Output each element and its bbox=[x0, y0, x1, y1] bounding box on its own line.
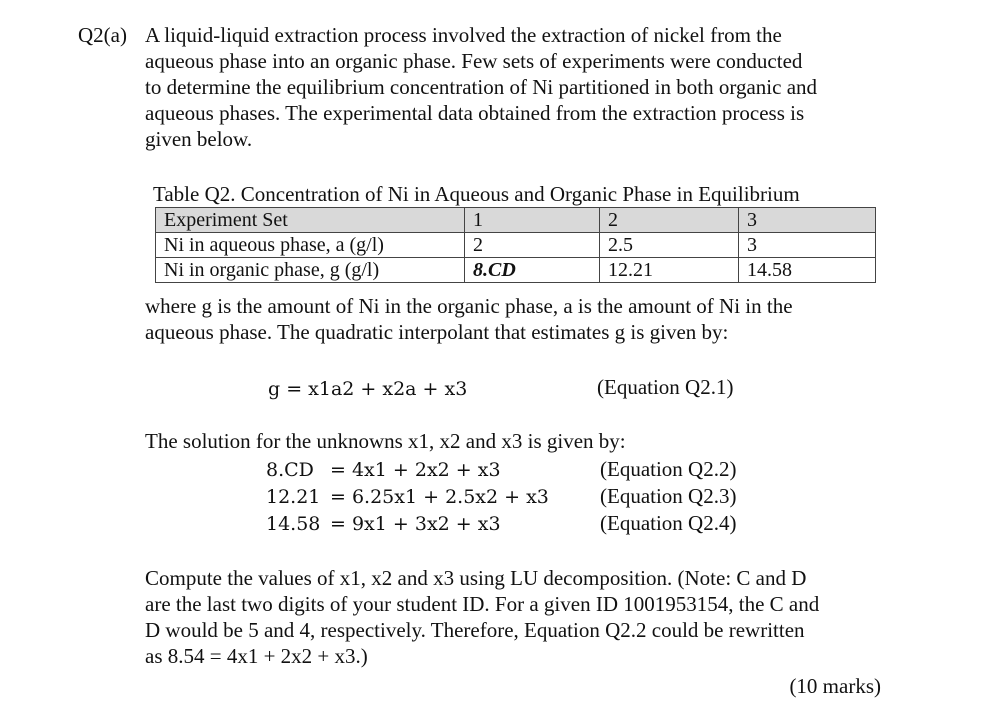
table-cell: 14.58 bbox=[739, 258, 876, 283]
table-header-cell: Experiment Set bbox=[156, 208, 465, 233]
equation-q24-label: (Equation Q2.4) bbox=[600, 511, 737, 535]
equation-q24-rhs: = 9x1 + 3x2 + x3 bbox=[330, 513, 501, 535]
table-cell: 2.5 bbox=[600, 233, 739, 258]
equation-main-label: (Equation Q2.1) bbox=[597, 375, 734, 399]
question-number: Q2(a) bbox=[78, 23, 127, 47]
table-cell: Ni in organic phase, g (g/l) bbox=[156, 258, 465, 283]
equation-q22-label: (Equation Q2.2) bbox=[600, 457, 737, 481]
compute-line-4: as 8.54 = 4x1 + 2x2 + x3.) bbox=[145, 644, 368, 668]
equation-q23-lhs: 12.21 bbox=[266, 486, 321, 508]
table-header-row bbox=[156, 208, 876, 233]
where-line-2: aqueous phase. The quadratic interpolant that estimates g is given by: bbox=[145, 320, 729, 344]
table-cell: 2 bbox=[465, 233, 600, 258]
table-cell: 8.CD bbox=[465, 258, 600, 283]
solution-intro: The solution for the unknowns x1, x2 and x3 is given by: bbox=[145, 429, 626, 453]
table-caption: Table Q2. Concentration of Ni in Aqueous and Organic Phase in Equilibrium bbox=[153, 182, 800, 206]
marks-label: (10 marks) bbox=[789, 674, 881, 698]
table-header-cell: 1 bbox=[465, 208, 600, 233]
compute-line-1: Compute the values of x1, x2 and x3 using LU decomposition. (Note: C and D bbox=[145, 566, 807, 590]
intro-line-1: A liquid-liquid extraction process involved the extraction of nickel from the bbox=[145, 23, 782, 47]
equation-q24-lhs: 14.58 bbox=[266, 513, 321, 535]
intro-line-2: aqueous phase into an organic phase. Few sets of experiments were conducted bbox=[145, 49, 803, 73]
compute-line-2: are the last two digits of your student ID. For a given ID 1001953154, the C and bbox=[145, 592, 820, 616]
table-row bbox=[156, 258, 876, 283]
table-header-cell: 2 bbox=[600, 208, 739, 233]
table-cell: 12.21 bbox=[600, 258, 739, 283]
intro-line-5: given below. bbox=[145, 127, 253, 151]
table-cell: 3 bbox=[739, 233, 876, 258]
table-row bbox=[156, 233, 876, 258]
intro-line-3: to determine the equilibrium concentration of Ni partitioned in both organic and bbox=[145, 75, 818, 99]
equation-q23-rhs: = 6.25x1 + 2.5x2 + x3 bbox=[330, 486, 549, 508]
compute-line-3: D would be 5 and 4, respectively. Therefore, Equation Q2.2 could be rewritten bbox=[145, 618, 805, 642]
equation-q22-rhs: = 4x1 + 2x2 + x3 bbox=[330, 459, 501, 481]
equation-main: g = x1a2 + x2a + x3 bbox=[268, 378, 468, 400]
table-header-cell: 3 bbox=[739, 208, 876, 233]
intro-line-4: aqueous phases. The experimental data obtained from the extraction process is bbox=[145, 101, 805, 125]
table-cell: Ni in aqueous phase, a (g/l) bbox=[156, 233, 465, 258]
equation-q22-lhs: 8.CD bbox=[266, 459, 314, 481]
equation-q23-label: (Equation Q2.3) bbox=[600, 484, 737, 508]
concentration-table bbox=[155, 207, 876, 283]
where-line-1: where g is the amount of Ni in the organic phase, a is the amount of Ni in the bbox=[145, 294, 793, 318]
